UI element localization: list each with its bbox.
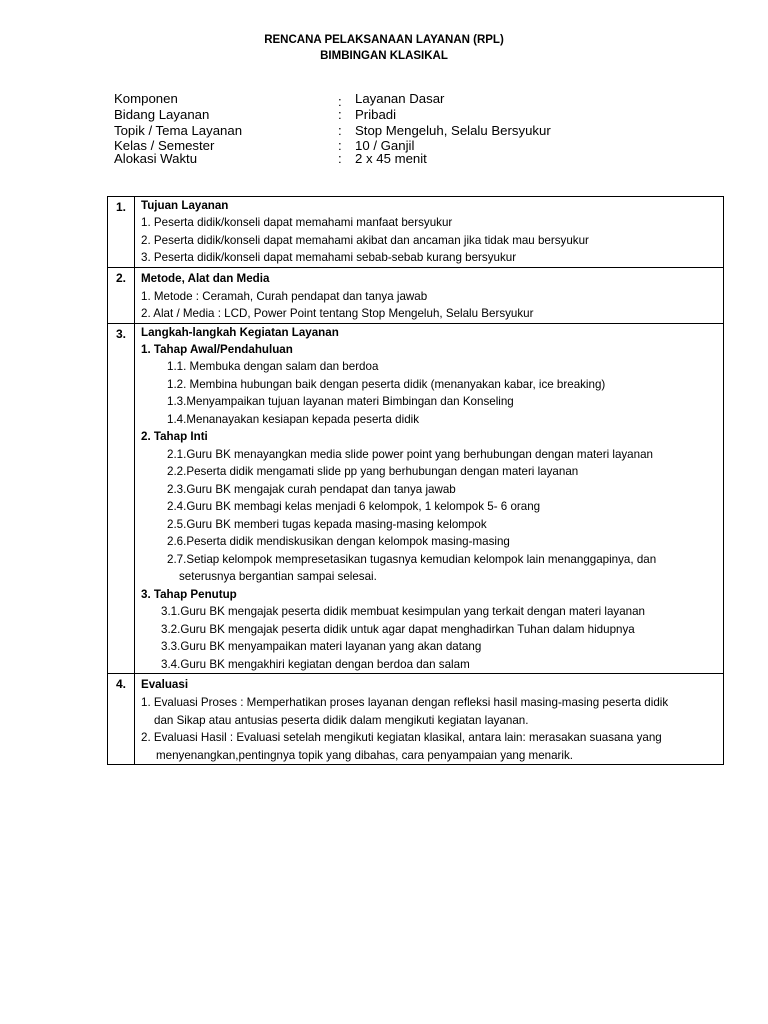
list-item: 2. Alat / Media : LCD, Power Point tentang Stop Mengeluh, Selalu Bersyukur [141, 307, 534, 320]
list-item-continuation: menyenangkan,pentingnya topik yang dibahas, cara penyampaian yang menarik. [156, 748, 574, 762]
rpl-table [107, 196, 724, 765]
meta-label: Bidang Layanan [114, 107, 210, 123]
list-item: 2.4.Guru BK membagi kelas menjadi 6 kelompok, 1 kelompok 5- 6 orang [167, 500, 541, 513]
section-row-langkah [108, 323, 724, 674]
list-item: 1.1. Membuka dengan salam dan berdoa [167, 360, 379, 373]
section-row-evaluasi [108, 674, 724, 765]
list-item: 2.1.Guru BK menayangkan media slide power point yang berhubungan dengan materi layanan [167, 447, 653, 461]
list-item-continuation: seterusnya bergantian sampai selesai. [179, 570, 377, 583]
section-title: Tujuan Layanan [141, 199, 229, 212]
list-item: 3.4.Guru BK mengakhiri kegiatan dengan berdoa dan salam [161, 657, 470, 671]
list-item: 3.3.Guru BK menyampaikan materi layanan yang akan datang [161, 640, 482, 653]
meta-value: Stop Mengeluh, Selalu Bersyukur [355, 122, 551, 138]
section-number: 4. [108, 674, 135, 765]
section-content [135, 267, 724, 323]
meta-value: 2 x 45 menit [355, 151, 427, 167]
section-number: 3. [108, 323, 135, 674]
meta-colon: : [338, 137, 342, 153]
stage-title: 1. Tahap Awal/Pendahuluan [141, 342, 293, 356]
stage-title: 3. Tahap Penutup [141, 587, 237, 601]
meta-value: 10 / Ganjil [355, 137, 415, 153]
list-item: 2.3.Guru BK mengajak curah pendapat dan tanya jawab [167, 482, 456, 496]
section-content [135, 197, 724, 268]
meta-label: Komponen [114, 91, 178, 106]
section-row-metode [108, 267, 724, 323]
document-title: RENCANA PELAKSANAAN LAYANAN (RPL) [264, 34, 504, 46]
list-item: 2.6.Peserta didik mendiskusikan dengan kelompok masing-masing [167, 535, 510, 548]
meta-colon: : [338, 94, 342, 109]
section-title: Metode, Alat dan Media [141, 271, 270, 285]
list-item: 1. Evaluasi Proses : Memperhatikan proses layanan dengan refleksi hasil masing-masing peserta didik [141, 696, 669, 709]
list-item: 1.4.Menanayakan kesiapan kepada peserta didik [167, 412, 420, 426]
stage-title: 2. Tahap Inti [141, 430, 208, 443]
meta-colon: : [338, 151, 342, 167]
meta-value: Pribadi [355, 107, 397, 123]
list-item: 2. Evaluasi Hasil : Evaluasi setelah mengikuti kegiatan klasikal, antara lain: merasakan suasana yang [141, 731, 662, 744]
section-number: 2. [108, 267, 135, 323]
list-item-continuation: dan Sikap atau antusias peserta didik dalam mengikuti kegiatan layanan. [154, 713, 529, 727]
list-item: 1. Metode : Ceramah, Curah pendapat dan tanya jawab [141, 289, 428, 303]
list-item: 1. Peserta didik/konseli dapat memahami manfaat bersyukur [141, 216, 453, 229]
meta-value: Layanan Dasar [355, 91, 445, 106]
list-item: 1.2. Membina hubungan baik dengan peserta didik (menanyakan kabar, ice breaking) [167, 377, 606, 391]
meta-label: Topik / Tema Layanan [114, 122, 243, 138]
list-item: 2.2.Peserta didik mengamati slide pp yang berhubungan dengan materi layanan [167, 465, 579, 478]
section-content [135, 323, 724, 674]
meta-label: Kelas / Semester [114, 137, 215, 153]
list-item: 2. Peserta didik/konseli dapat memahami akibat dan ancaman jika tidak mau bersyukur [141, 233, 589, 247]
section-content [135, 674, 724, 765]
meta-colon: : [338, 122, 342, 138]
document-subtitle: BIMBINGAN KLASIKAL [320, 50, 448, 62]
list-item: 3.2.Guru BK mengajak peserta didik untuk agar dapat menghadirkan Tuhan dalam hidupnya [161, 622, 635, 636]
section-row-tujuan [108, 197, 724, 268]
list-item: 1.3.Menyampaikan tujuan layanan materi Bimbingan dan Konseling [167, 395, 514, 408]
list-item: 3. Peserta didik/konseli dapat memahami sebab-sebab kurang bersyukur [141, 251, 517, 264]
meta-colon: : [338, 107, 342, 123]
meta-label: Alokasi Waktu [114, 151, 198, 167]
section-number: 1. [108, 197, 135, 268]
section-title: Evaluasi [141, 678, 189, 691]
section-title: Langkah-langkah Kegiatan Layanan [141, 325, 339, 339]
list-item: 2.7.Setiap kelompok mempresetasikan tugasnya kemudian kelompok lain menanggapinya, dan [167, 552, 657, 566]
list-item: 3.1.Guru BK mengajak peserta didik membuat kesimpulan yang terkait dengan materi layanan [161, 605, 645, 618]
list-item: 2.5.Guru BK memberi tugas kepada masing-masing kelompok [167, 517, 487, 531]
